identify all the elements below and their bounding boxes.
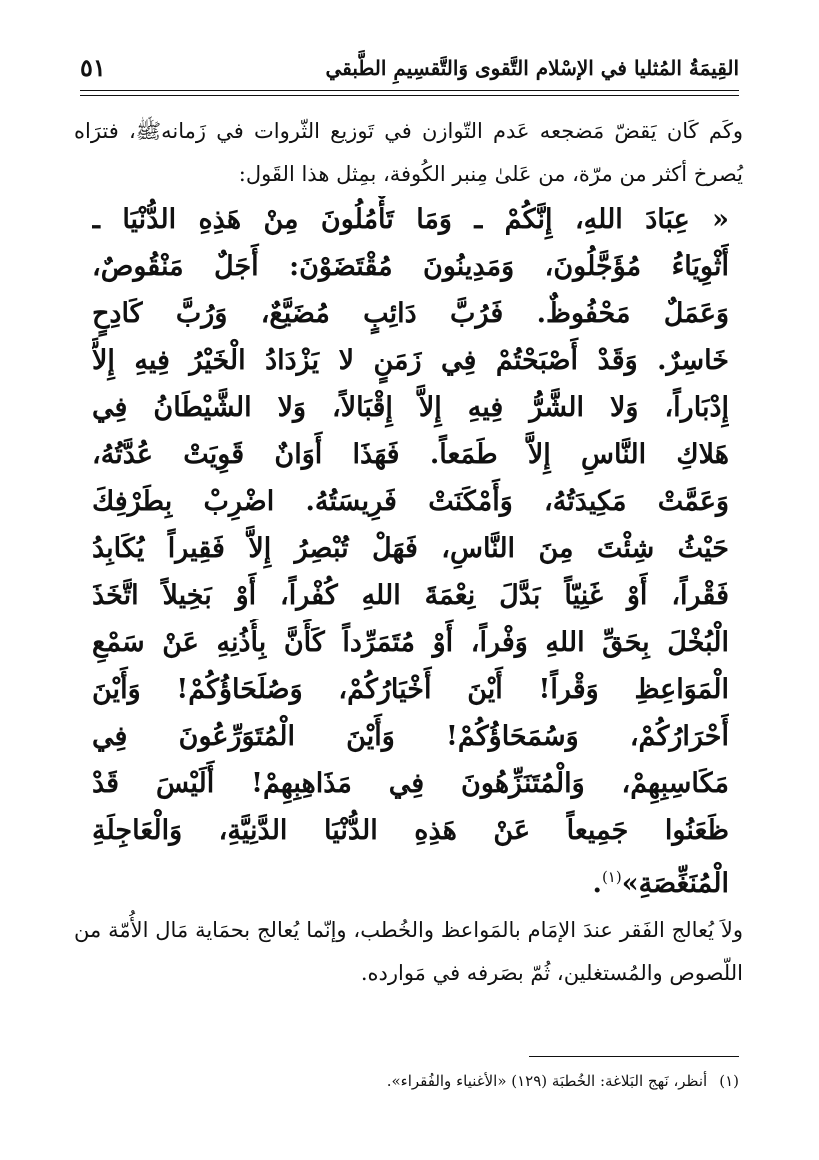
quote-line: حَيْثُ شِئْتَ مِنَ النَّاسِ، فَهَلْ تُبْصِرُ إِلاَّ فَقِيراً يُكَابِدُ — [92, 533, 729, 564]
quote-line: إِدْبَاراً، وَلا الشَّرُّ فِيهِ إِلاَّ إِقْبَالاً، وَلا الشَّيْطَانُ فِي — [92, 392, 729, 423]
paragraph-intro: وكَم كَان يَقضّ مَضجعه عَدم التّوازن في تَوزيع الثّروات في زَمانهﷺ، فترَاه يُصرخ أكثر من مرّة، من عَلىٰ مِنبر الكُوفة، بمِثل هذا القَول: — [74, 119, 743, 186]
footnote-text: أنظر، نَهج البَلاغة: الخُطبَة (١٢٩) «الأغنياء والفُقراء». — [386, 1072, 708, 1090]
quote-line: أَحْرَارُكُمْ، وَسُمَحَاؤُكُمْ! وَأَيْنَ الْمُتَوَرِّعُونَ فِي — [92, 721, 729, 752]
footnote-marker[interactable]: (١) — [601, 868, 622, 886]
quote-line: هَلاكِ النَّاسِ إِلاَّ طَمَعاً. فَهَذَا أَوَانٌ قَوِيَتْ عُدَّتُهُ، — [92, 439, 729, 470]
page-number: ٥١ — [80, 53, 106, 82]
quote-line: وَعَمَّتْ مَكِيدَتُهُ، وَأَمْكَنَتْ فَرِيسَتُهُ. اضْرِبْ بِطَرْفِكَ — [92, 486, 729, 517]
paragraph-conclusion: ولاَ يُعالج الفَقر عندَ الإمَام بالمَواعظ والخُطب، وإنّما يُعالج بحمَاية مَال الأُمّة من اللّصوص والمُستغلين، ثُمّ بصَرفه في مَوارده. — [74, 918, 743, 985]
quote-line: أَثْوِيَاءُ مُؤَجَّلُونَ، وَمَدِينُونَ مُقْتَضَوْنَ: أَجَلٌ مَنْقُوصٌ، — [92, 251, 729, 282]
running-title: القِيمَةُ المُثليا في الإسْلام التَّقوى وَالتَّقسِيمِ الطَّبقي — [325, 56, 739, 80]
quote-end-punct: . — [592, 868, 602, 899]
quote-line: فَقْراً، أَوْ غَنِيّاً بَدَّلَ نِعْمَةَ اللهِ كُفْراً، أَوْ بَخِيلاً اتَّخَذَ — [92, 580, 729, 611]
page-body — [74, 110, 743, 995]
quote-line: خَاسِرٌ. وَقَدْ أَصْبَحْتُمْ فِي زَمَنٍ لا يَزْدَادُ الْخَيْرُ فِيهِ إِلاَّ — [92, 345, 729, 376]
footnote-separator — [529, 1056, 739, 1057]
footnote — [120, 1068, 739, 1094]
quote-line: « عِبَادَ اللهِ، إِنَّكُمْ ـ وَمَا تَأْمُلُونَ مِنْ هَذِهِ الدُّنْيَا ـ — [92, 204, 729, 235]
running-header — [80, 44, 739, 90]
header-rule-thin — [80, 95, 739, 96]
header-rule — [80, 90, 739, 91]
footnote-number: (١) — [719, 1072, 739, 1090]
sermon-quote — [92, 196, 729, 901]
quote-line-final — [92, 854, 729, 901]
quote-line: الْمَوَاعِظِ وَقْراً! أَيْنَ أَخْيَارُكُمْ، وَصُلَحَاؤُكُمْ! وَأَيْنَ — [92, 674, 729, 705]
quote-line: مَكَاسِبِهِمْ، وَالْمُتَنَزِّهُونَ فِي مَذَاهِبِهِمْ! أَلَيْسَ قَدْ — [92, 768, 729, 799]
quote-line: وَعَمَلٌ مَحْفُوظٌ. فَرُبَّ دَائِبٍ مُضَيَّعٌ، وَرُبَّ كَادِحٍ — [92, 298, 729, 329]
quote-final-text: الْمُنَغِّصَةِ» — [621, 868, 729, 899]
quote-line: الْبُخْلَ بِحَقِّ اللهِ وَفْراً، أَوْ مُتَمَرِّداً كَأَنَّ بِأُذُنِهِ عَنْ سَمْعِ — [92, 627, 729, 658]
quote-line: ظَعَنُوا جَمِيعاً عَنْ هَذِهِ الدُّنْيَا الدَّنِيَّةِ، وَالْعَاجِلَةِ — [92, 815, 729, 846]
